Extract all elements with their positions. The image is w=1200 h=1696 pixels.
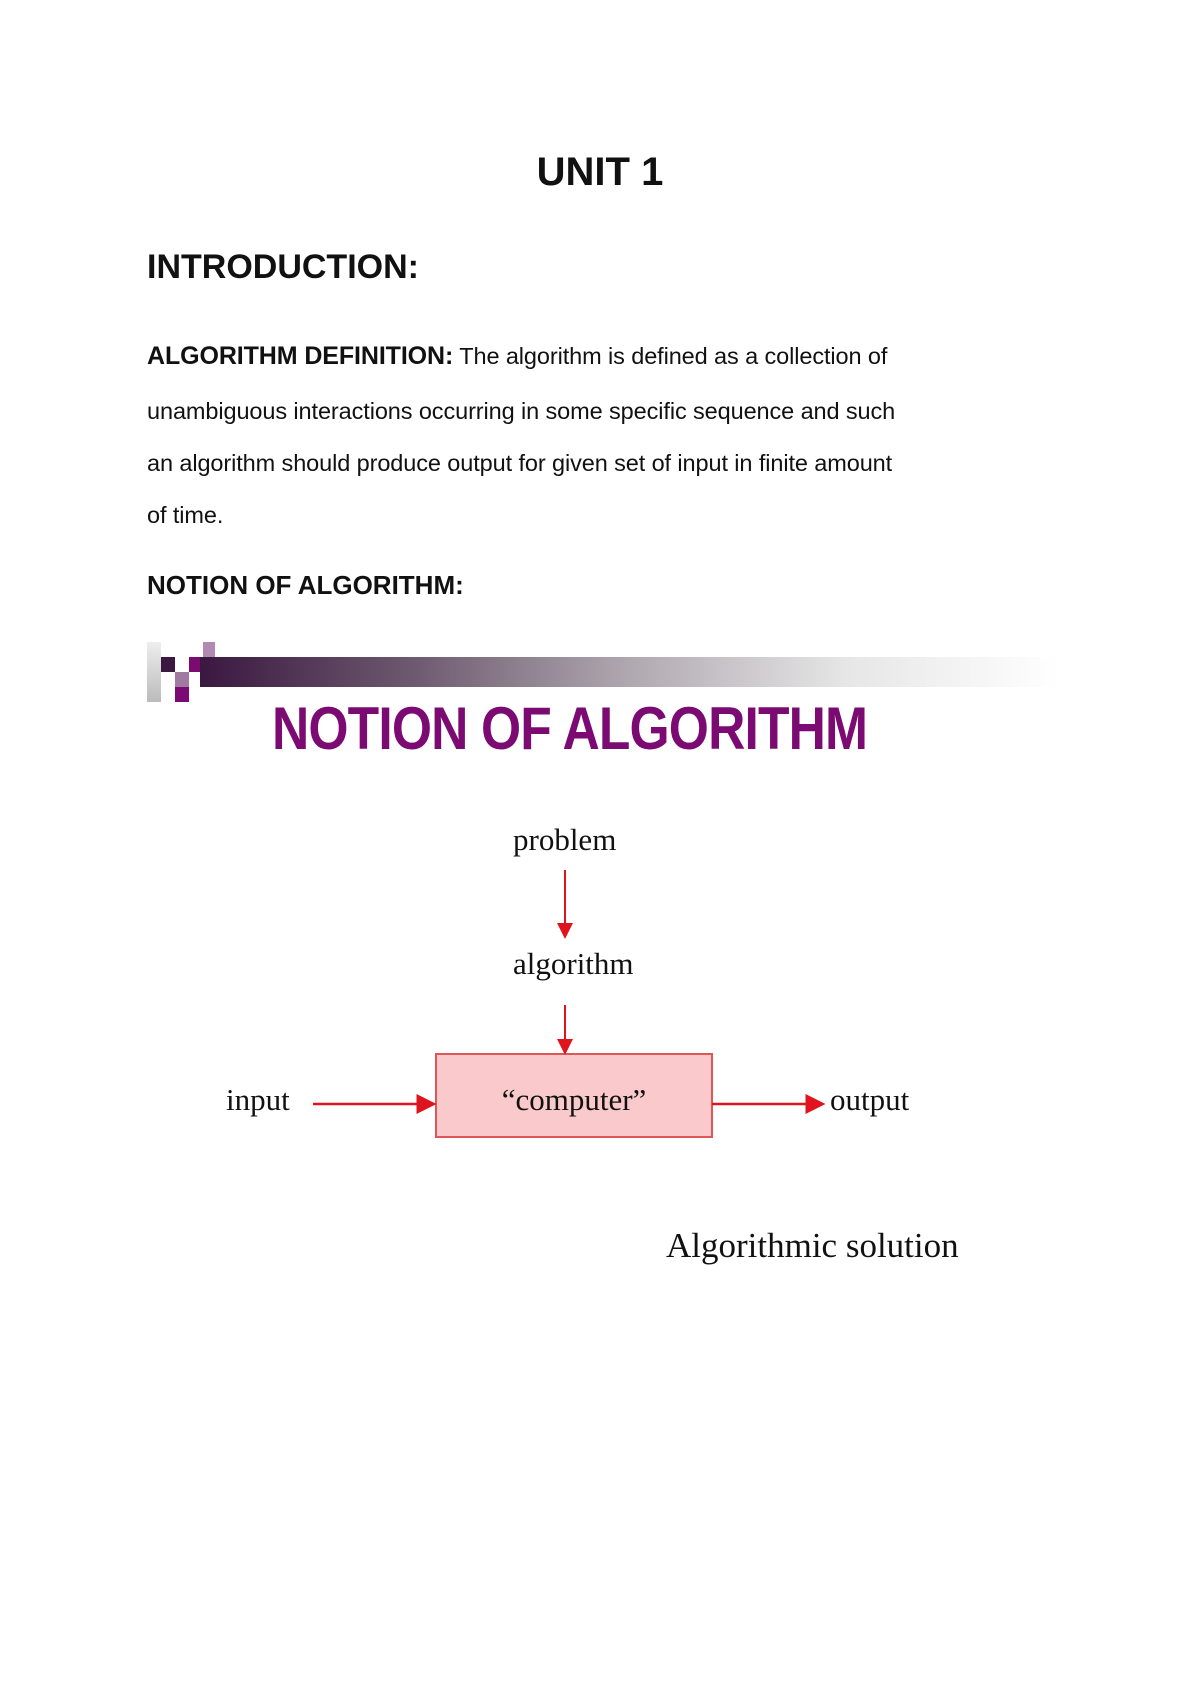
definition-line: of time. xyxy=(147,502,224,528)
definition-label: ALGORITHM DEFINITION: xyxy=(147,342,454,370)
definition-line: unambiguous interactions occurring in some specific sequence and such xyxy=(147,398,896,424)
figure-caption: Algorithmic solution xyxy=(666,1226,959,1265)
output-label: output xyxy=(830,1082,910,1117)
page-title: UNIT 1 xyxy=(536,150,664,194)
definition-line: an algorithm should produce output for given set of input in finite amount xyxy=(147,450,893,476)
problem-label: problem xyxy=(513,822,617,857)
notion-heading: NOTION OF ALGORITHM: xyxy=(147,570,464,600)
input-label: input xyxy=(226,1082,290,1117)
banner-title: NOTION OF ALGORITHM xyxy=(272,695,868,762)
algorithm-label: algorithm xyxy=(513,946,634,981)
introduction-heading: INTRODUCTION: xyxy=(147,248,419,286)
definition-text: The algorithm is defined as a collection of xyxy=(459,343,888,369)
computer-label: “computer” xyxy=(501,1082,647,1117)
